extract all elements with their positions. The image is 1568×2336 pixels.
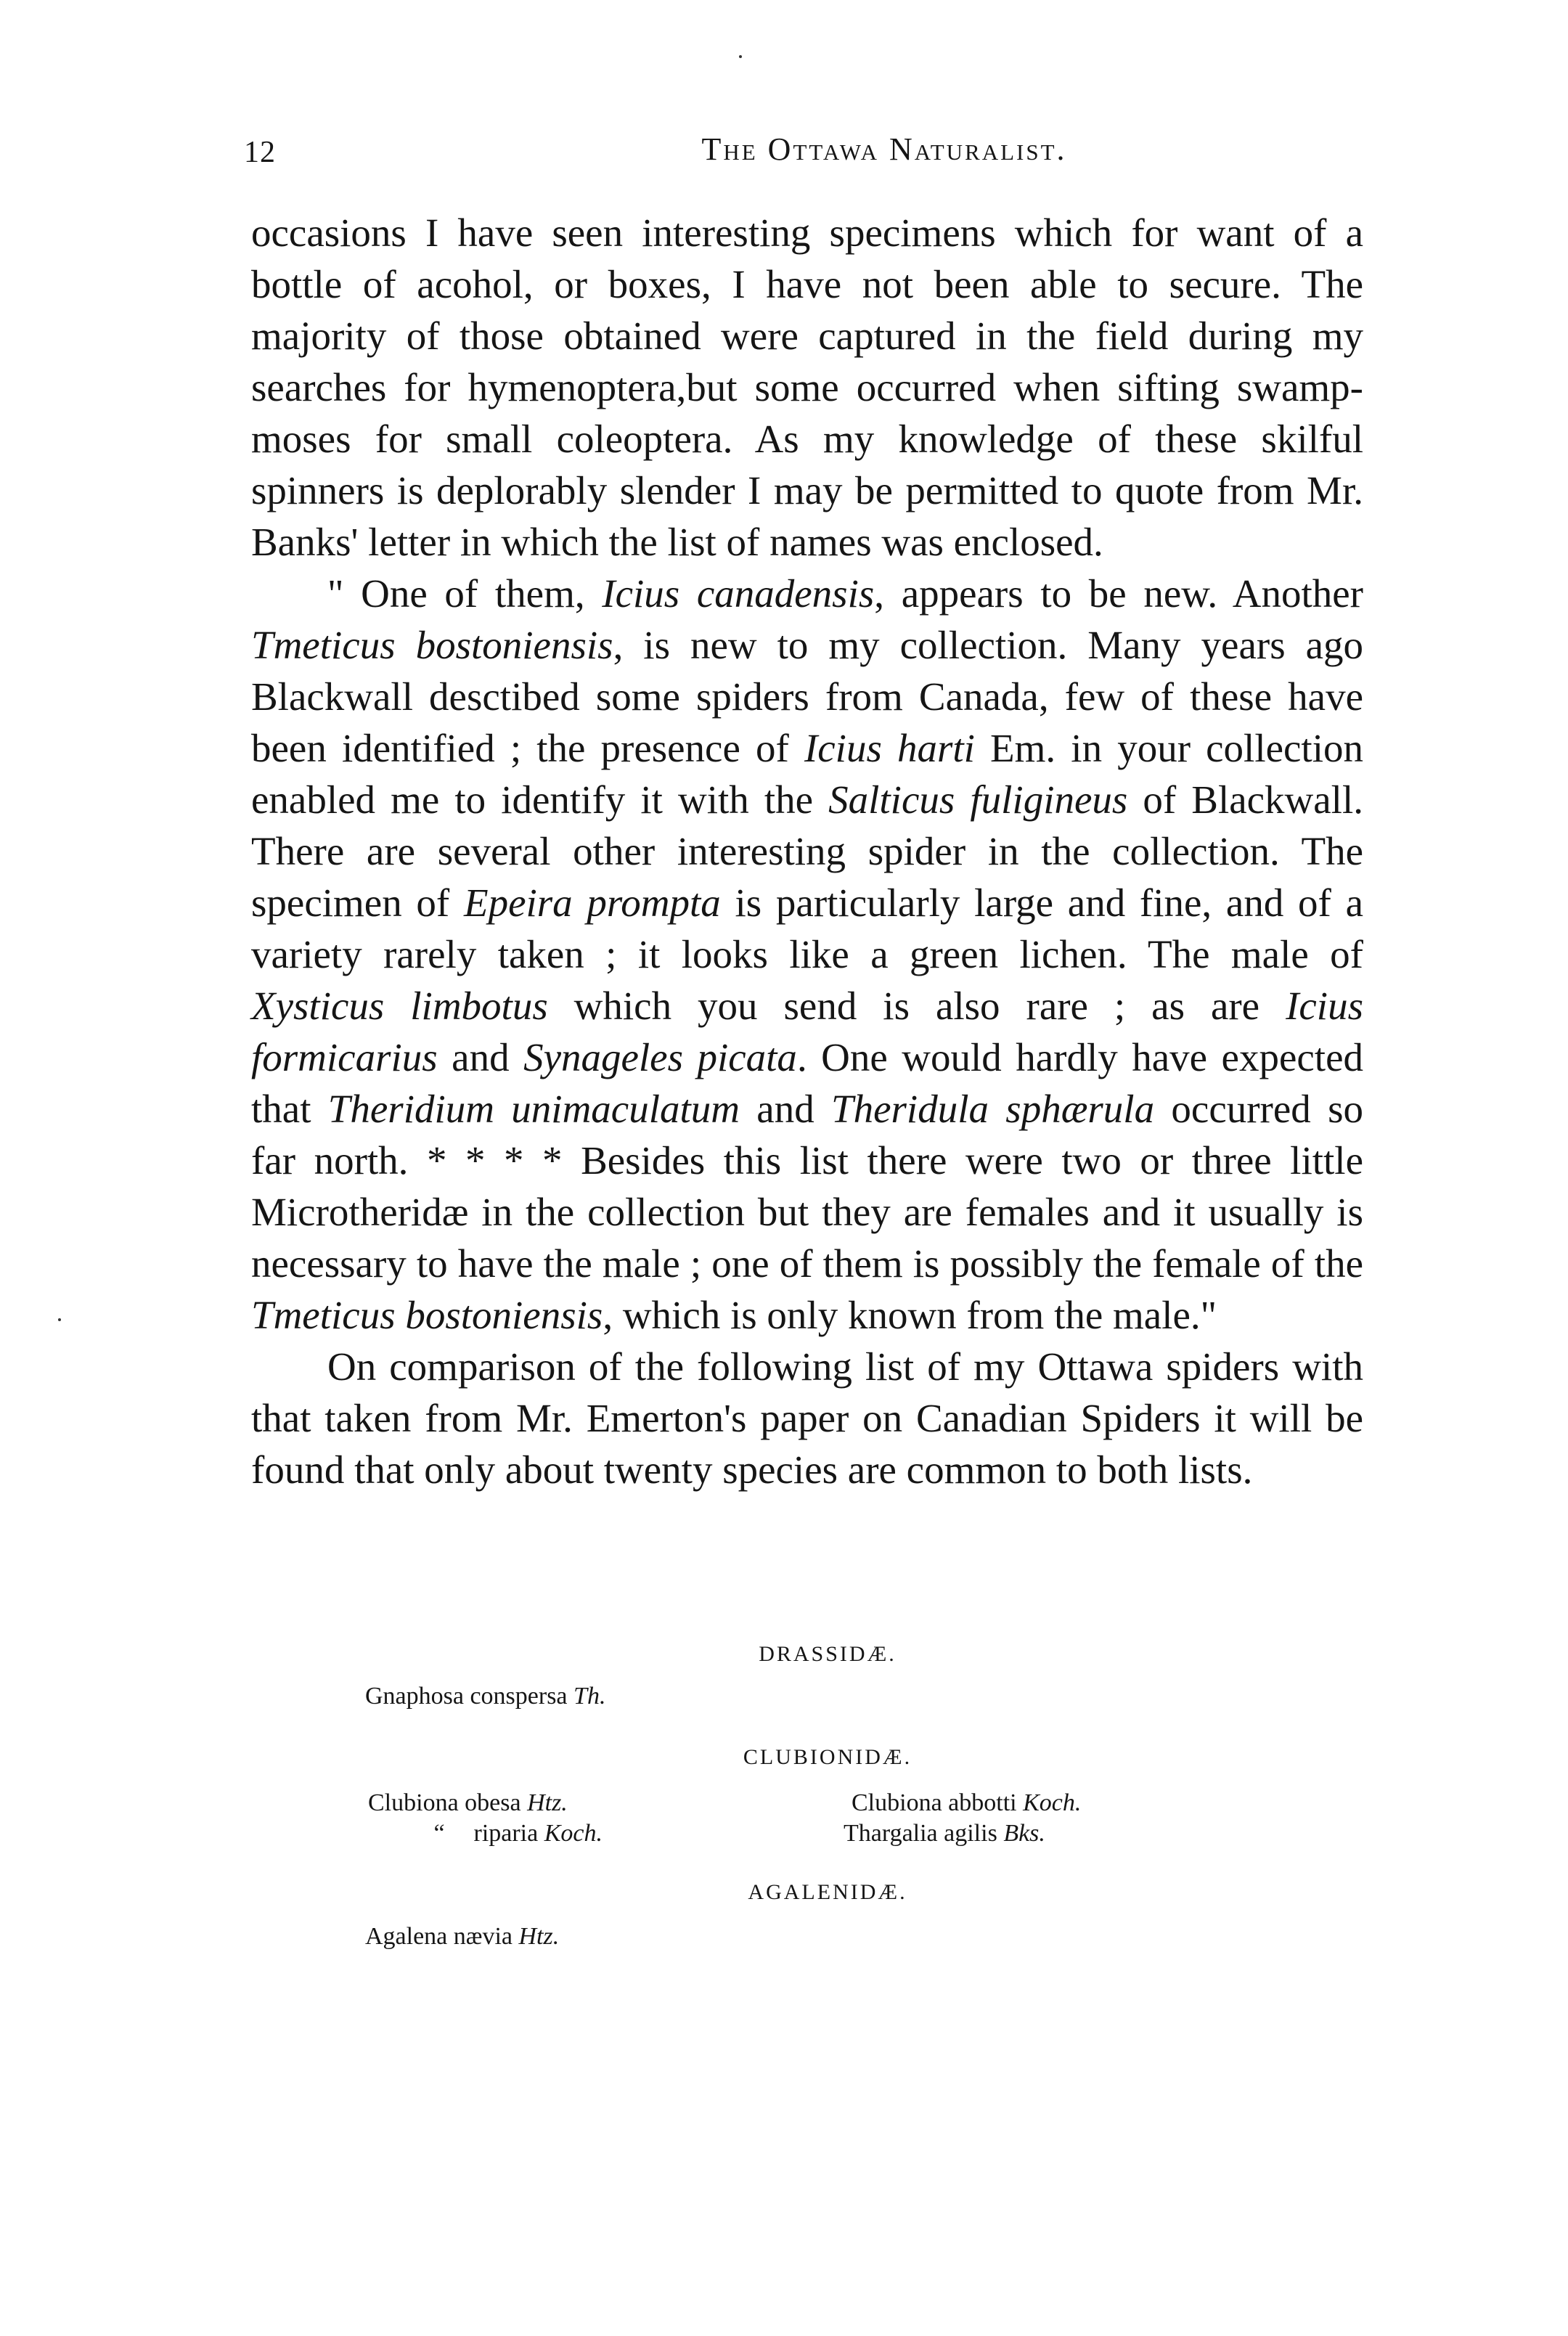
italic-species-name: Icius canadensis xyxy=(602,571,875,616)
species-authority: Htz. xyxy=(527,1789,568,1816)
italic-species-name: Tmeticus bostoniensis xyxy=(251,623,613,667)
species-authority: Htz. xyxy=(518,1923,560,1950)
italic-species-name: Epeira prompta xyxy=(463,881,721,925)
text-run: is particularly large and fine, and of a variety rarely taken ; it looks like a green lichen. The male of xyxy=(251,881,1364,976)
page-header xyxy=(231,122,1349,180)
family-heading-clubionidae: CLUBIONIDÆ. xyxy=(743,1745,912,1769)
text-run: , which is only known from the male." xyxy=(603,1293,1217,1337)
text-run: which you send is also rare ; as are xyxy=(547,984,1286,1028)
species-gnaphosa-conspersa xyxy=(365,1682,605,1711)
text-run: occurred so far north. * * * * Besides this list there were two or three little Microtheridæ in the collection but they are females and it usually is necessary to have the male ; one of them is possibly the female of the xyxy=(251,1087,1363,1286)
text-run: of Blackwall. There are several other interesting spider in the collection. The specimen of xyxy=(251,777,1363,925)
running-title: The Ottawa Naturalist. xyxy=(701,131,1067,167)
text-run: . One would hardly have expected that xyxy=(251,1035,1363,1131)
italic-species-name: Theridium unimaculatum xyxy=(327,1087,740,1131)
paragraph xyxy=(251,207,1363,568)
page-number: 12 xyxy=(244,136,276,169)
body-text xyxy=(251,207,1363,1495)
text-run: and xyxy=(739,1087,832,1131)
italic-species-name: Salticus fuligineus xyxy=(828,777,1128,822)
paragraph xyxy=(251,1341,1363,1495)
species-authority: Koch. xyxy=(544,1820,603,1847)
species-name: Agalena nævia xyxy=(365,1923,513,1950)
family-heading-agalenidae: AGALENIDÆ. xyxy=(748,1880,907,1904)
species-authority: Th. xyxy=(573,1683,606,1710)
text-run: , is new to my collection. Many years ago Blackwall desctibed some spiders from Canada, few of these have been identified ; the presence of xyxy=(251,623,1363,770)
ditto-mark: “ xyxy=(433,1820,445,1847)
species-agalena-naevia xyxy=(365,1922,559,1951)
species-authority: Koch. xyxy=(1023,1789,1082,1816)
italic-species-name: Synageles picata xyxy=(523,1035,797,1079)
family-heading-drassidae: DRASSIDÆ. xyxy=(759,1642,897,1666)
species-name: Clubiona abbotti xyxy=(852,1789,1017,1816)
text-run: occasions I have seen interesting specimens which for want of a bottle of acohol, or boxes, I have not been able to secure. The majority of those obtained were captured in the field during my searches for hymenoptera,but some occurred when sifting swamp-moses for small coleoptera. As my knowledge of these skilful spinners is deplorably slender I may be permitted to quote from Mr. Banks' letter in which the list of names was enclosed. xyxy=(251,211,1363,564)
italic-species-name: Icius harti xyxy=(804,726,975,770)
italic-species-name: Xysticus limbotus xyxy=(251,984,548,1028)
italic-species-name: Icius formicarius xyxy=(251,984,1363,1079)
species-name: Clubiona obesa xyxy=(368,1789,521,1816)
text-run: On comparison of the following list of my Ottawa spiders with that taken from Mr. Emerton's paper on Canadian Spiders it will be found that only about twenty species are common to both lists. xyxy=(251,1344,1363,1492)
print-speck xyxy=(739,55,742,58)
species-authority: Bks. xyxy=(1003,1820,1045,1847)
text-run: , appears to be new. Another xyxy=(874,571,1363,616)
italic-species-name: Tmeticus bostoniensis xyxy=(251,1293,603,1337)
print-speck xyxy=(58,1318,61,1321)
species-clubiona-riparia xyxy=(411,1819,603,1848)
italic-species-name: Theridula sphærula xyxy=(831,1087,1155,1131)
text-run: and xyxy=(437,1035,524,1079)
species-name: Thargalia agilis xyxy=(844,1820,997,1847)
species-thargalia-agilis xyxy=(844,1819,1045,1848)
text-run: Em. in your collection enabled me to identify it with the xyxy=(251,726,1363,822)
species-clubiona-obesa xyxy=(368,1789,568,1818)
species-name: riparia xyxy=(473,1820,539,1847)
text-run: " One of them, xyxy=(327,571,603,616)
species-name: Gnaphosa conspersa xyxy=(365,1683,568,1710)
species-clubiona-abbotti xyxy=(852,1789,1081,1818)
paragraph xyxy=(251,568,1363,1341)
